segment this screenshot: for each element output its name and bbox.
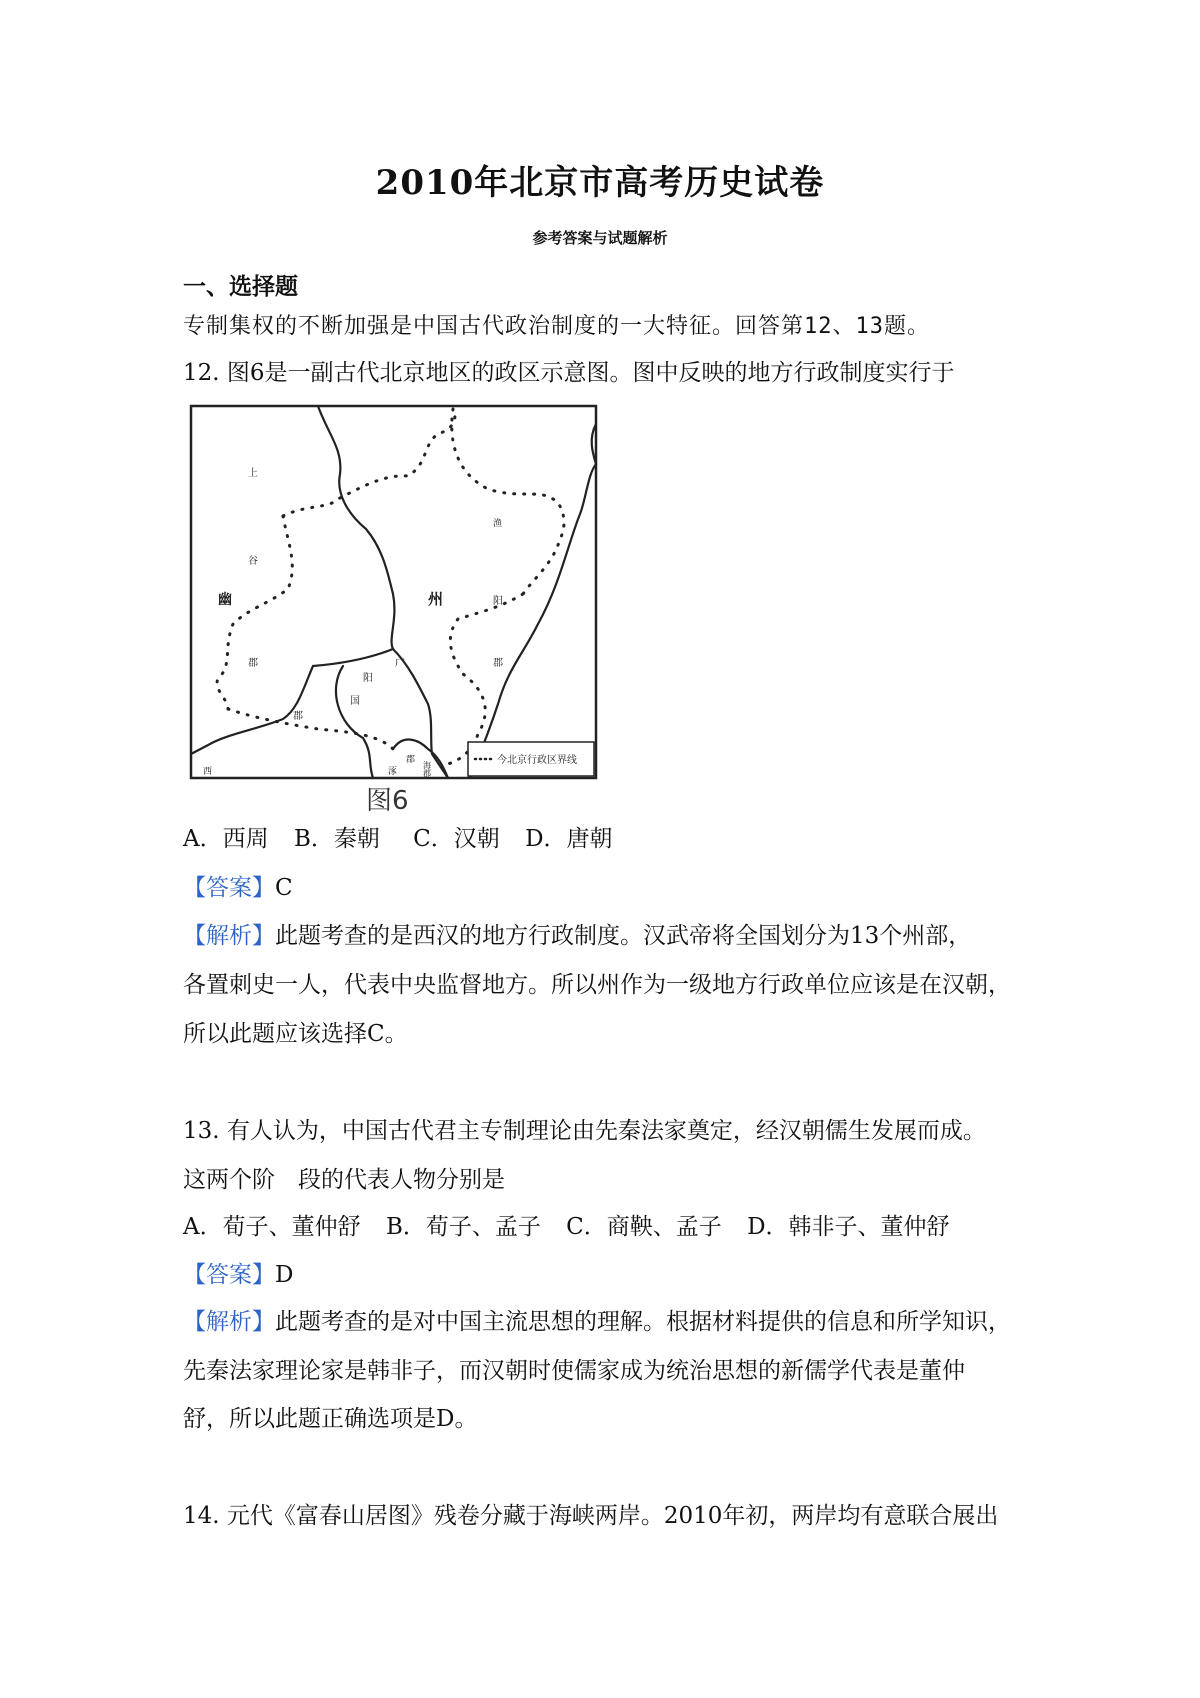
map-label: 幽 [218,592,232,608]
q12-choices [183,824,613,854]
intro-text: 专制集权的不断加强是中国古代政治制度的一大特征。回答第12、13题。 [183,314,930,339]
answer-tag: 【答案】 [183,1262,275,1288]
q12-analysis-line-2: 各置刺史一人，代表中央监督地方。所以州作为一级地方行政单位应该是在汉朝， [183,972,1011,998]
analysis-text: 此题考查的是西汉的地方行政制度。汉武帝将全国划分为13个州部， [275,923,972,949]
map-label: 阳 [493,596,503,607]
map-label: 郡 [248,658,258,669]
map-label: 郡 [406,755,416,765]
q14-stem: 14. 元代《富春山居图》残卷分藏于海峡两岸。2010年初，两岸均有意联合展出 [183,1503,999,1529]
map-label: 郡 [493,658,503,669]
map-label: 广 [395,658,405,669]
map-label: 州 [428,590,444,608]
choice-a: A．西周 [183,826,269,852]
choice-c: C．商鞅、孟子 [566,1214,722,1240]
dotted-border [283,409,455,516]
answer-value: C [275,875,293,901]
boundary-line [393,740,448,778]
choice-b: B．荀子、孟子 [385,1214,541,1240]
q13-choices [183,1212,950,1242]
map-label: 郡 [423,769,431,778]
q13-analysis-line-2: 先秦法家理论家是韩非子，而汉朝时使儒家成为统治思想的新儒学代表是董仲 [183,1358,965,1384]
choice-d: D．韩非子、董仲舒 [747,1214,950,1240]
page-subtitle: 参考答案与试题解析 [532,229,668,247]
map-label: 海 [423,761,431,770]
map-image [188,404,600,814]
map-label: 国 [350,696,360,707]
q13-stem-line-2: 这两个阶 段的代表人物分别是 [183,1167,505,1193]
analysis-tag: 【解析】 [183,923,275,949]
map-label: 涿 [388,767,398,777]
analysis-text: 此题考查的是对中国主流思想的理解。根据材料提供的信息和所学知识， [275,1309,1011,1335]
q13-analysis-line-3: 舒，所以此题正确选项是D。 [183,1406,478,1432]
boundary-line [470,464,596,778]
answer-value: D [275,1262,294,1288]
map-label: 阳 [363,673,373,684]
choice-c: C．汉朝 [413,826,500,852]
legend-text: 今北京行政区界线 [497,755,577,766]
figure-caption: 图6 [366,786,409,814]
map-label: 上 [248,468,258,479]
q13-stem-line-1: 13. 有人认为，中国古代君主专制理论由先秦法家奠定，经汉朝儒生发展而成。 [183,1118,986,1144]
q12-stem: 12. 图6是一副古代北京地区的政区示意图。图中反映的地方行政制度实行于 [183,360,955,386]
choice-b: B．秦朝 [293,826,380,852]
map-label: 西 [203,767,213,777]
map-label: 渔 [493,519,503,529]
q13-answer [183,1260,293,1290]
map-legend [468,742,594,776]
q12-analysis-line-3: 所以此题应该选择C。 [183,1021,408,1047]
choice-d: D．唐朝 [525,826,613,852]
boundary-line [318,406,394,649]
analysis-tag: 【解析】 [183,1309,275,1335]
dotted-border [452,409,564,594]
q13-analysis-line-1 [183,1307,1011,1337]
page-title: 2010年北京市高考历史试卷 [375,163,825,203]
q12-analysis-line-1 [183,921,971,951]
map-label: 谷 [248,556,258,567]
section-heading: 一、选择题 [183,273,298,300]
dotted-border [217,516,292,709]
answer-tag: 【答案】 [183,875,275,901]
q12-answer [183,873,293,903]
map-label: 郡 [293,711,303,722]
map-figure [188,404,600,814]
choice-a: A．荀子、董仲舒 [183,1214,361,1240]
